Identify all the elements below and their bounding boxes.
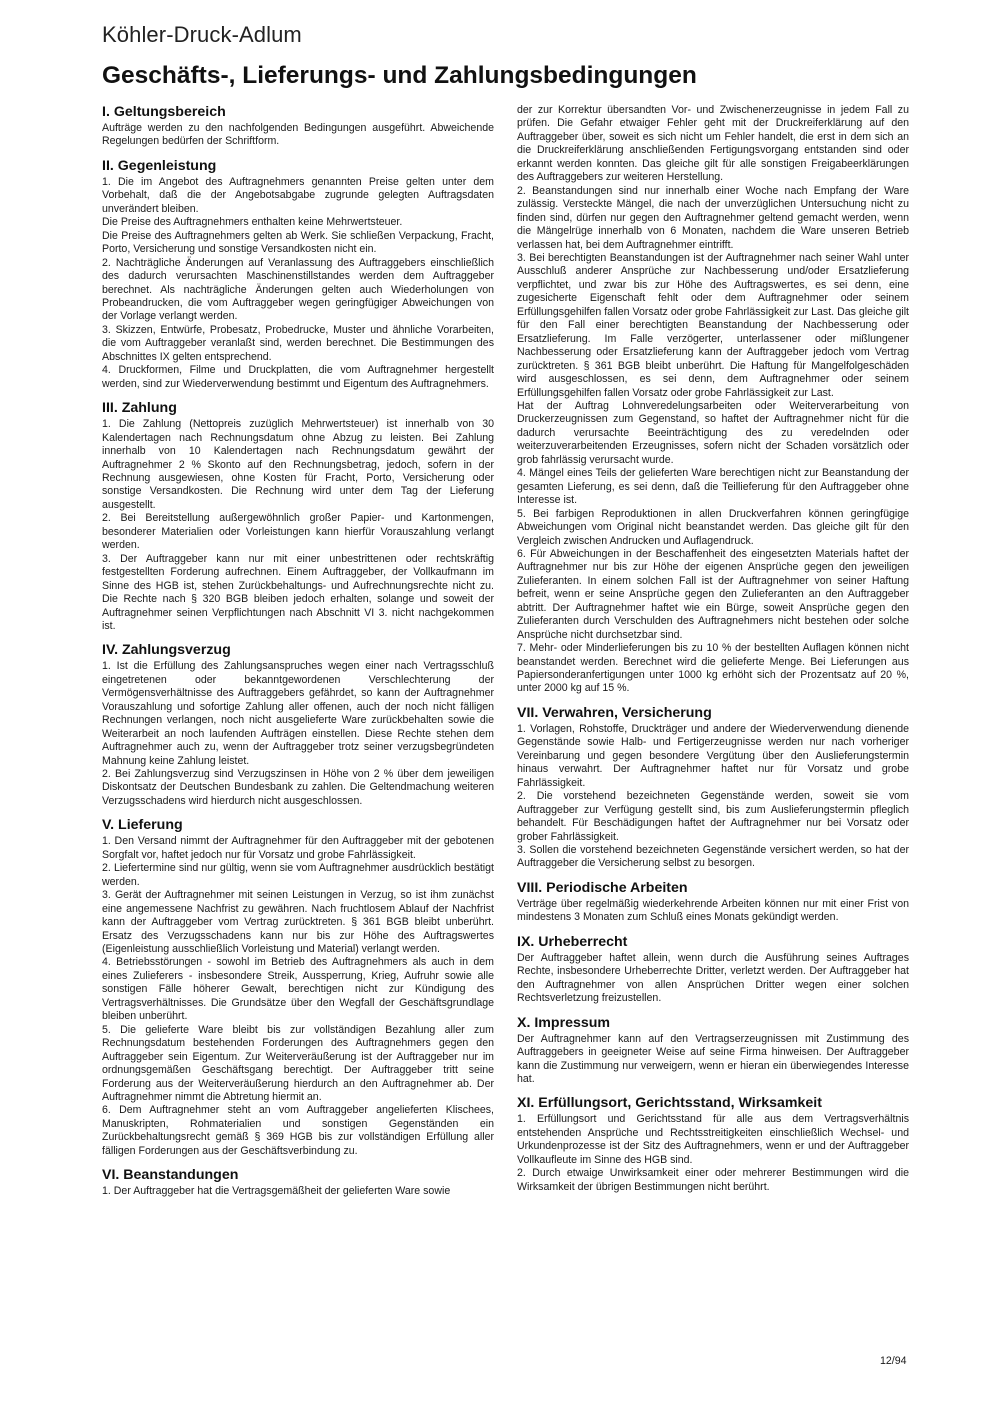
section: [102, 642, 494, 808]
section: [102, 158, 494, 391]
company-name: Köhler-Druck-Adlum: [102, 22, 302, 47]
section: [517, 1095, 909, 1194]
footer-code: 12/94: [880, 1355, 907, 1367]
section-paragraph: Die Preise des Auftragnehmers enthalten keine Mehrwertsteuer.: [102, 216, 403, 229]
section-paragraph: 1. Ist die Erfüllung des Zahlungsanspruches wegen einer nach Vertragsschluß eingetretenen oder bekanntgewordenen Verschlechterung der Vermögensverhältnisse des Auftraggebers gefährdet, so kann der Auftragnehmer Vorauszahlung und sofortige Zahlung aller offenen, auch der noch nicht fälligen Rechnungen verlangen, noch nicht ausgelieferte Ware zurückbehalten sowie die Weiterarbeit an noch laufenden Aufträgen einstellen. Diese Rechte stehen dem Auftragnehmer auch zu, wenn der Auftraggeber trotz seiner verzugsbegründeten Mahnung keine Zahlung leistet.: [102, 660, 494, 767]
section-heading: XI. Erfüllungsort, Gerichtsstand, Wirksamkeit: [517, 1095, 822, 1112]
page-title: Geschäfts-, Lieferungs- und Zahlungsbedingungen: [102, 62, 697, 89]
section-paragraph: Die Preise des Auftragnehmers gelten ab Werk. Sie schließen Verpackung, Fracht, Porto, Versicherung und sonstige Versandkosten nicht ein.: [102, 229, 494, 256]
section-paragraph: 2. Durch etwaige Unwirksamkeit einer oder mehrerer Bestimmungen wird die Wirksamkeit der übrigen Bestimmungen nicht berührt.: [517, 1167, 909, 1193]
section-paragraph: 7. Mehr- oder Minderlieferungen bis zu 10 % der bestellten Auflagen können nicht beanstandet werden. Berechnet wird die gelieferte Menge. Bei Lieferungen aus Papiersonderanfertigungen unter 1000 kg erhöht sich der Prozentsatz auf 20 %, unter 2000 kg auf 15 %.: [517, 642, 909, 695]
section-paragraph: 1. Erfüllungsort und Gerichtsstand für alle aus dem Vertragsverhältnis entstehenden Ansprüche und Rechtsstreitigkeiten einschließlich Wechsel- und Urkundenprozesse ist der Sitz des Auftragnehmers, wenn er und der Auftraggeber Vollkaufleute im Sinne des HGB sind.: [517, 1113, 909, 1166]
section-heading: V. Lieferung: [102, 817, 183, 834]
section-paragraph: 2. Nachträgliche Änderungen auf Veranlassung des Auftraggebers einschließlich des dadurch verursachten Maschinenstillstandes werden dem Auftraggeber berechnet. Als nachträgliche Änderungen gelten auch Wiederholungen von Probeandrucken, die vom Auftraggeber wegen geringfügiger Abweichungen von der Vorlage verlangt werden.: [102, 256, 494, 323]
section-paragraph: 3. Skizzen, Entwürfe, Probesatz, Probedrucke, Muster und ähnliche Vorarbeiten, die vom Auftraggeber veranlaßt sind, werden berechnet. Die Bestimmungen des Abschnittes IX gelten entsprechend.: [102, 323, 494, 363]
section-heading: III. Zahlung: [102, 400, 177, 417]
section-paragraph: 3. Der Auftraggeber kann nur mit einer unbestrittenen oder rechtskräftig festgestellten Forderung aufrechnen. Einem Auftraggeber, der Vollkaufmann im Sinne des HGB ist, stehen Zurückbehaltungs- und Aufrechnungsrechte nicht zu. Die Rechte nach § 320 BGB bleiben jedoch erhalten, solange und soweit der Auftragnehmer seinen Verpflichtungen nach Abschnitt VI 3. nicht nachgekommen ist.: [102, 552, 494, 632]
section-heading: IV. Zahlungsverzug: [102, 642, 231, 659]
section-heading: X. Impressum: [517, 1014, 611, 1031]
left-column: [102, 104, 494, 1199]
section: [517, 880, 909, 925]
section-paragraph: Hat der Auftrag Lohnveredelungsarbeiten oder Weiterverarbeitung von Druckerzeugnissen zum Gegenstand, so haftet der Auftragnehmer nicht für die dadurch verursachte Beeinträchtigung des zu veredelnden oder weiterzuverarbeitenden Erzeugnisses, sofern nicht der Schaden vorsätzlich oder grob fahrlässig verursacht wurde.: [517, 399, 909, 466]
section-paragraph: 1. Vorlagen, Rohstoffe, Druckträger und andere der Wiederverwendung dienende Gegenstände sowie Halb- und Fertigerzeugnisse werden nur nach vorheriger Vereinbarung und gegen besondere Vergütung über den Auslieferungstermin hinaus verwahrt. Der Auftragnehmer haftet nur für Vorsatz und grobe Fahrlässigkeit.: [517, 722, 909, 789]
section-paragraph: 3. Bei berechtigten Beanstandungen ist der Auftragnehmer nach seiner Wahl unter Ausschluß anderer Ansprüche zur Nachbesserung und/oder Ersatzlieferung verpflichtet, und zwar bis zur Höhe des Auftragswertes, es sei denn, eine zugesicherte Eigenschaft fehlt oder dem Auftragnehmer oder seinem Erfüllungsgehilfen fallen Vorsatz oder grobe Fahrlässigkeit zur Last. Das gleiche gilt für den Fall einer berechtigten Beanstandung der Nachbesserung oder Ersatzlieferung. Im Falle verzögerter, unterlassener oder mißlungener Nachbesserung oder Ersatzlieferung kann der Auftraggeber jedoch vom Vertrag zurücktreten. § 361 BGB bleibt unberührt. Die Haftung für Mangelfolgeschäden wird ausgeschlossen, es sei denn, dem Auftragnehmer oder seinem Erfüllungsgehilfen fallen Vorsatz oder grobe Fahrlässigkeit zur Last.: [517, 251, 909, 399]
section-heading: VII. Verwahren, Versicherung: [517, 704, 712, 721]
section-paragraph: 6. Dem Auftragnehmer steht an vom Auftraggeber angelieferten Klischees, Manuskripten, Rohmaterialien und sonstigen Gegenständen ein Zurückbehaltungsrecht gemäß § 369 HGB bis zur vollständigen Erfüllung aller fälligen Forderungen aus der Geschäftsverbindung zu.: [102, 1104, 494, 1157]
section: [102, 104, 494, 149]
section: [102, 1167, 494, 1198]
section-paragraph: Der Auftraggeber haftet allein, wenn durch die Ausführung seines Auftrages Rechte, insbesondere Urheberrechte Dritter, verletzt werden. Der Auftraggeber hat den Auftragnehmer von allen Ansprüchen Dritter wegen einer solchen Rechtsverletzung freizustellen.: [517, 951, 909, 1005]
section-paragraph: 1. Der Auftraggeber hat die Vertragsgemäßheit der gelieferten Ware sowie: [102, 1185, 451, 1198]
section: [102, 817, 494, 1158]
section-paragraph: 4. Betriebsstörungen - sowohl im Betrieb des Auftragnehmers als auch in dem eines Zulieferers - insbesondere Streik, Aussperrung, Krieg, Aufruhr sowie alle sonstigen Fälle höherer Gewalt, berechtigen nicht zur Kündigung des Vertragsverhältnisses. Die Grundsätze über den Wegfall der Geschäftsgrundlage bleiben unberührt.: [102, 956, 494, 1023]
section-paragraph: Aufträge werden zu den nachfolgenden Bedingungen ausgeführt. Abweichende Regelungen bedürfen der Schriftform.: [102, 122, 494, 148]
section-heading: VI. Beanstandungen: [102, 1167, 239, 1184]
section-paragraph: 4. Druckformen, Filme und Druckplatten, die vom Auftragnehmer hergestellt werden, sind zur Wiederverwendung bestimmt und Eigentum des Auftragnehmers.: [102, 364, 494, 390]
section-paragraph: 2. Beanstandungen sind nur innerhalb einer Woche nach Empfang der Ware zulässig. Versteckte Mängel, die nach der unverzüglichen Untersuchung nicht zu finden sind, dürfen nur gegen den Auftragnehmer geltend gemacht werden, wenn die Mängelrüge innerhalb von 6 Monaten, nachdem die Ware unseren Betrieb verlassen hat, bei dem Auftragnehmer eintrifft.: [517, 184, 909, 251]
section-paragraph: 5. Bei farbigen Reproduktionen in allen Druckverfahren können geringfügige Abweichungen vom Original nicht beanstandet werden. Das gleiche gilt für den Vergleich zwischen Andrucken und Auflagendruck.: [517, 507, 909, 547]
section-paragraph: 2. Liefertermine sind nur gültig, wenn sie vom Auftragnehmer ausdrücklich bestätigt werden.: [102, 862, 494, 888]
section-heading: I. Geltungsbereich: [102, 104, 226, 120]
section-paragraph: 5. Die gelieferte Ware bleibt bis zur vollständigen Bezahlung aller zum Rechnungsdatum bestehenden Forderungen des Auftragnehmers gegen den Auftraggeber sein Eigentum. Zur Weiterveräußerung ist der Auftraggeber nur im ordnungsgemäßen Geschäftsgang berechtigt. Der Auftraggeber tritt seine Forderung aus der Weiterveräußerung hierdurch an den Auftragnehmer ab. Der Auftragnehmer nimmt die Abtretung hiermit an.: [102, 1023, 494, 1103]
section-heading: VIII. Periodische Arbeiten: [517, 879, 688, 896]
right-column: [517, 104, 909, 1194]
section-paragraph: der zur Korrektur übersandten Vor- und Zwischenerzeugnisse in jedem Fall zu prüfen. Die Gefahr etwaiger Fehler geht mit der Druckreiferklärung auf den Auftraggeber über, soweit es sich nicht um Fehler handelt, die erst in dem sich an die Druckreiferklärung anschließenden Fertigungsvorgang entstanden sind oder erkannt werden konnten. Das gleiche gilt für alle sonstigen Freigabeerklärungen des Auftraggebers zur weiteren Herstellung.: [517, 104, 909, 184]
section-paragraph: 1. Den Versand nimmt der Auftragnehmer für den Auftraggeber mit der gebotenen Sorgfalt vor, haftet jedoch nur für Vorsatz und grobe Fahrlässigkeit.: [102, 835, 494, 861]
section-paragraph: 2. Bei Bereitstellung außergewöhnlich großer Papier- und Kartonmengen, besonderer Materialien oder Vorleistungen kann hierfür Vorauszahlung verlangt werden.: [102, 512, 494, 552]
section: [102, 400, 494, 633]
section-paragraph: Verträge über regelmäßig wiederkehrende Arbeiten können nur mit einer Frist von mindestens 3 Monaten zum Schluß eines Monats gekündigt werden.: [517, 897, 909, 924]
section-heading: IX. Urheberrecht: [517, 933, 628, 950]
section-paragraph: Der Auftragnehmer kann auf den Vertragserzeugnissen mit Zustimmung des Auftraggebers in geeigneter Weise auf seine Firma hinweisen. Der Auftraggeber kann die Zustimmung nur verweigern, wenn er hieran ein überwiegendes Interesse hat.: [517, 1032, 909, 1085]
section: [517, 934, 909, 1006]
section: [517, 705, 909, 871]
section-paragraph: 6. Für Abweichungen in der Beschaffenheit des eingesetzten Materials haftet der Auftragnehmer nur bis zur Höhe der eigenen Ansprüche gegen den jeweiligen Zulieferanten. In einem solchen Fall ist der Auftragnehmer von seiner Haftung befreit, wenn er seine Ansprüche gegen den Zulieferanten an den Auftraggeber abtritt. Der Auftragnehmer haftet wie ein Bürge, soweit Ansprüche gegen den Zulieferanten durch Verschulden des Auftragnehmers nicht bestehen oder solche Ansprüche nicht durchsetzbar sind.: [517, 547, 909, 641]
section-paragraph: 2. Die vorstehend bezeichneten Gegenstände werden, soweit sie vom Auftraggeber zur Verfügung gestellt sind, bis zum Auslieferungstermin pfleglich behandelt. Für Beschädigungen haftet der Auftragnehmer nur bei Vorsatz oder grober Fahrlässigkeit.: [517, 790, 909, 843]
section: [517, 1015, 909, 1087]
section: [517, 104, 909, 696]
section-paragraph: 1. Die im Angebot des Auftragnehmers genannten Preise gelten unter dem Vorbehalt, daß die der Angebotsabgabe zugrunde gelegten Auftragsdaten unverändert bleiben.: [102, 175, 494, 215]
section-paragraph: 3. Gerät der Auftragnehmer mit seinen Leistungen in Verzug, so ist ihm zunächst eine angemessene Nachfrist zu gewähren. Nach fruchtlosem Ablauf der Nachfrist kann der Auftraggeber vom Vertrag zurücktreten. § 361 BGB bleibt unberührt. Ersatz des Verzugsschadens kann nur bis zur Höhe des Auftragswertes (Eigenleistung ausschließlich Vorleistung und Material) verlangt werden.: [102, 889, 494, 956]
section-paragraph: 4. Mängel eines Teils der gelieferten Ware berechtigen nicht zur Beanstandung der gesamten Lieferung, es sei denn, daß die Teillieferung für den Auftraggeber ohne Interesse ist.: [517, 467, 909, 507]
section-paragraph: 2. Bei Zahlungsverzug sind Verzugszinsen in Höhe von 2 % über dem jeweiligen Diskontsatz der Deutschen Bundesbank zu zahlen. Die Geltendmachung weiteren Verzugsschadens wird hierdurch nicht ausgeschlossen.: [102, 768, 494, 807]
section-paragraph: 1. Die Zahlung (Nettopreis zuzüglich Mehrwertsteuer) ist innerhalb von 30 Kalendertagen nach Rechnungsdatum ohne Abzug zu leisten. Bei Zahlung innerhalb von 10 Kalendertagen nach Rechnungsdatum gewährt der Auftragnehmer 2 % Skonto auf den Rechnungsbetrag, jedoch, sofern in der Rechnung ausgewiesen, ohne Kosten für Fracht, Porto, Versicherung oder sonstige Versandkosten. Die Rechnung wird unter dem Tag der Lieferung ausgestellt.: [102, 418, 494, 511]
section-heading: II. Gegenleistung: [102, 157, 217, 174]
section-paragraph: 3. Sollen die vorstehend bezeichneten Gegenstände versichert werden, so hat der Auftraggeber die Versicherung selbst zu besorgen.: [517, 844, 909, 870]
